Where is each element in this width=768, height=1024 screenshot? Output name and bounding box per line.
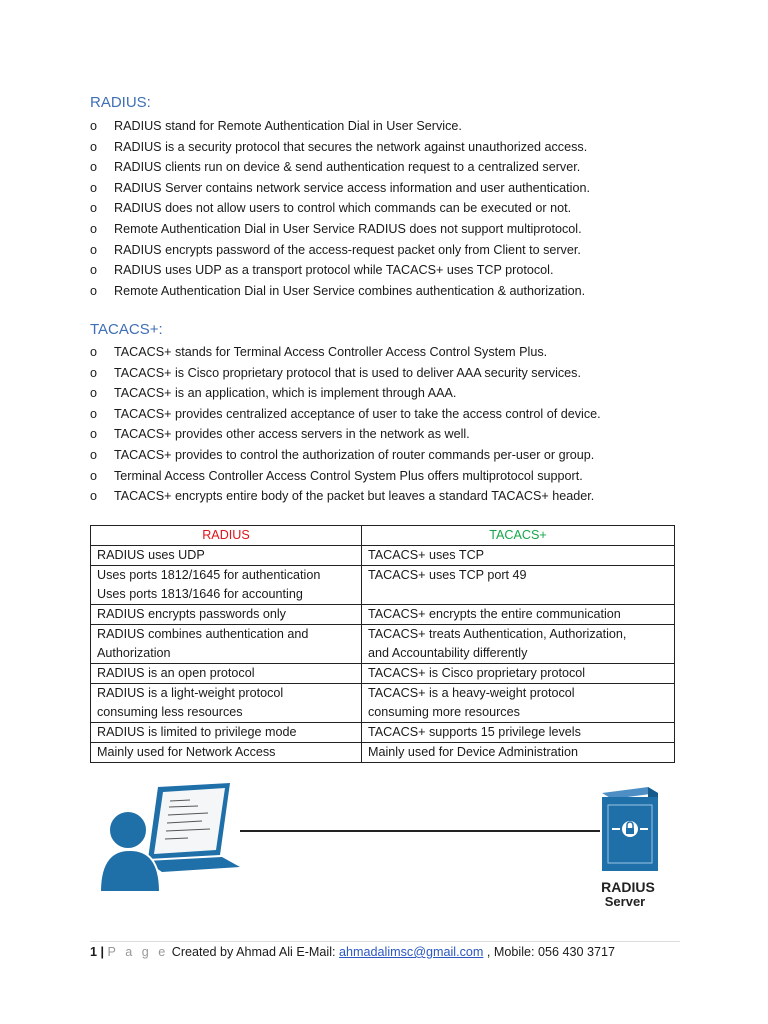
- table-cell: TACACS+ treats Authentication, Authorization, and Accountability differently: [362, 625, 675, 664]
- bullet-marker: o: [90, 201, 98, 216]
- bullet-marker: o: [90, 447, 98, 462]
- table-row: [91, 566, 675, 605]
- footer-mobile: , Mobile: 056 430 3717: [486, 945, 616, 959]
- list-item: o TACACS+ encrypts entire body of the packet but leaves a standard TACACS+ header.: [90, 486, 730, 507]
- bullet-marker: o: [90, 386, 98, 401]
- table-cell: RADIUS is an open protocol: [91, 664, 362, 684]
- email-link[interactable]: ahmadalimsc@gmail.com: [339, 945, 484, 959]
- table-row: [91, 684, 675, 723]
- table-row: [91, 743, 675, 763]
- list-item: o TACACS+ is an application, which is implement through AAA.: [90, 383, 730, 404]
- list-item: o Terminal Access Controller Access Control System Plus offers multiprotocol support.: [90, 466, 730, 487]
- bullet-marker: o: [90, 221, 98, 236]
- bullet-marker: o: [90, 160, 98, 175]
- server-label-line2: Server: [604, 894, 646, 909]
- list-item: o RADIUS encrypts password of the access-request packet only from Client to server.: [90, 240, 730, 261]
- bullet-marker: o: [90, 139, 98, 154]
- table-row: [91, 605, 675, 625]
- bullet-marker: o: [90, 345, 98, 359]
- table-cell: TACACS+ is Cisco proprietary protocol: [362, 664, 675, 684]
- server-label-line1: RADIUS: [601, 879, 655, 895]
- user-laptop-icon: [100, 783, 240, 892]
- tacacs-bullet-list: [90, 342, 730, 507]
- footer-credit: Created by Ahmad Ali E-Mail:: [171, 945, 336, 959]
- list-item: o TACACS+ is Cisco proprietary protocol that is used to deliver AAA security services.: [90, 363, 730, 384]
- bullet-marker: o: [90, 119, 98, 133]
- list-item: o TACACS+ provides centralized acceptance of user to take the access control of device.: [90, 404, 730, 425]
- radius-heading: RADIUS:: [90, 94, 151, 111]
- bullet-marker: o: [90, 242, 98, 257]
- bullet-marker: o: [90, 406, 98, 421]
- footer-separator: |: [100, 945, 105, 959]
- table-header-row: [91, 526, 675, 546]
- table-cell: TACACS+ encrypts the entire communication: [362, 605, 675, 625]
- table-cell: TACACS+ uses TCP: [362, 546, 675, 566]
- radius-column-header: RADIUS: [91, 526, 362, 546]
- list-item: o RADIUS does not allow users to control which commands can be executed or not.: [90, 198, 730, 219]
- list-item: o Remote Authentication Dial in User Service combines authentication & authorization.: [90, 281, 730, 302]
- bullet-marker: o: [90, 468, 98, 483]
- table-cell: TACACS+ is a heavy-weight protocol consuming more resources: [362, 684, 675, 723]
- tacacs-column-header: TACACS+: [362, 526, 675, 546]
- list-item: o TACACS+ stands for Terminal Access Controller Access Control System Plus.: [90, 342, 730, 363]
- page-word: P a g e: [107, 945, 169, 959]
- table-cell: TACACS+ supports 15 privilege levels: [362, 723, 675, 743]
- bullet-marker: o: [90, 283, 98, 298]
- table-cell: TACACS+ uses TCP port 49: [362, 566, 675, 605]
- table-row: [91, 625, 675, 664]
- table-cell: Uses ports 1812/1645 for authentication Uses ports 1813/1646 for accounting: [91, 566, 362, 605]
- list-item: o TACACS+ provides other access servers in the network as well.: [90, 424, 730, 445]
- list-item: o RADIUS is a security protocol that secures the network against unauthorized access.: [90, 137, 730, 158]
- comparison-table: [90, 525, 675, 763]
- radius-bullet-list: [90, 116, 730, 301]
- list-item: o RADIUS stand for Remote Authentication Dial in User Service.: [90, 116, 730, 137]
- table-cell: Mainly used for Device Administration: [362, 743, 675, 763]
- table-row: [91, 723, 675, 743]
- page-footer: [90, 941, 680, 959]
- bullet-marker: o: [90, 180, 98, 195]
- bullet-marker: o: [90, 365, 98, 380]
- bullet-marker: o: [90, 263, 98, 278]
- table-cell: RADIUS encrypts passwords only: [91, 605, 362, 625]
- table-cell: RADIUS combines authentication and Authorization: [91, 625, 362, 664]
- table-cell: Mainly used for Network Access: [91, 743, 362, 763]
- radius-server-icon: [602, 787, 658, 871]
- bullet-marker: o: [90, 489, 98, 504]
- list-item: o RADIUS clients run on device & send authentication request to a centralized server.: [90, 157, 730, 178]
- list-item: o RADIUS Server contains network service access information and user authentication.: [90, 178, 730, 199]
- table-cell: RADIUS uses UDP: [91, 546, 362, 566]
- table-row: [91, 664, 675, 684]
- bullet-marker: o: [90, 427, 98, 442]
- table-cell: RADIUS is limited to privilege mode: [91, 723, 362, 743]
- list-item: o TACACS+ provides to control the authorization of router commands per-user or group.: [90, 445, 730, 466]
- list-item: o RADIUS uses UDP as a transport protocol while TACACS+ uses TCP protocol.: [90, 260, 730, 281]
- page-number: 1: [90, 945, 98, 959]
- network-diagram: [90, 775, 675, 915]
- table-row: [91, 546, 675, 566]
- list-item: o Remote Authentication Dial in User Service RADIUS does not support multiprotocol.: [90, 219, 730, 240]
- table-cell: RADIUS is a light-weight protocol consuming less resources: [91, 684, 362, 723]
- tacacs-heading: TACACS+:: [90, 321, 163, 338]
